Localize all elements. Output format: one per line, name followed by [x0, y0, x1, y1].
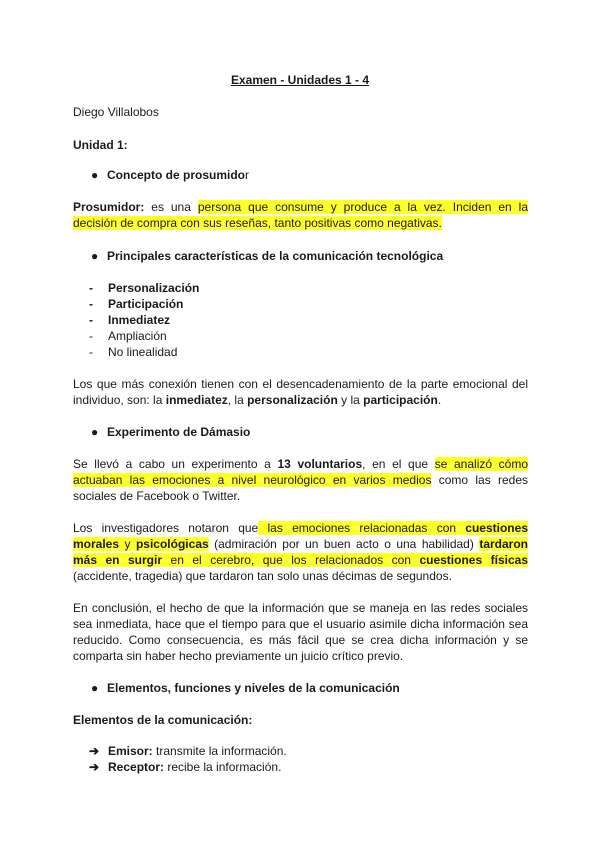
- bullet-experimento: [91, 424, 250, 440]
- list-item: - No linealidad: [89, 344, 199, 360]
- conclusion-paragraph: En conclusión, el hecho de que la información que se maneja en las redes sociales sea inmediata, hace que el tiempo para que el usuario asimile dicha información sea reducido. Como consecuencia, es más fácil que se crea dicha información y se comparta sin haber hecho previamente un juicio crítico previo.: [73, 601, 528, 663]
- bullet-dot-icon: ●: [91, 249, 99, 263]
- investigadores-highlight-bold: cuestiones morales: [73, 521, 528, 551]
- list-item: [89, 759, 287, 775]
- investigadores-highlight-bold: tardaron más en surgir: [73, 537, 529, 567]
- elemento-desc: recibe la información.: [164, 760, 282, 774]
- bullet-dot-icon: ●: [91, 168, 99, 182]
- investigadores-text: (accidente, tragedia) que tardaron tan solo unas décimas de segundos.: [73, 569, 452, 583]
- bullet-prosumidor: [91, 167, 249, 183]
- conexion-bold-participacion: participación: [363, 393, 438, 407]
- list-item: - Personalización: [89, 280, 199, 296]
- bullet-caracteristicas-label: Principales características de la comunicación tecnológica: [107, 249, 444, 263]
- investigadores-highlight-bold: psicológicas: [135, 537, 209, 551]
- list-item: - Ampliación: [89, 328, 199, 344]
- experimento-paragraph: [73, 456, 528, 504]
- bullet-dot-icon: ●: [91, 425, 99, 439]
- caracteristicas-list: [89, 280, 199, 360]
- prosumidor-text: es una: [144, 200, 198, 214]
- experimento-bold: 13 voluntarios: [277, 457, 363, 471]
- investigadores-text: Los investigadores notaron que: [73, 521, 259, 535]
- conexion-bold-inmediatez: inmediatez: [165, 393, 228, 407]
- elementos-heading: Elementos de la comunicación:: [73, 713, 253, 727]
- conexion-text: y la: [337, 393, 364, 407]
- bullet-caracteristicas: [91, 248, 443, 264]
- investigadores-paragraph: [73, 520, 528, 584]
- investigadores-text: (admiración por un buen acto o una habilidad): [208, 537, 480, 551]
- list-item: - Inmediatez: [89, 312, 199, 328]
- experimento-highlight: se analizó cómo actuaban las emociones a nivel neurológico en varios medios: [73, 457, 528, 487]
- investigadores-highlight: en el cerebro, que los relacionados con: [162, 553, 420, 567]
- elemento-term: Emisor:: [108, 744, 153, 758]
- conexion-paragraph: [73, 376, 528, 408]
- elemento-term: Receptor:: [108, 760, 165, 774]
- list-item: - Participación: [89, 296, 199, 312]
- arrow-icon: ➔: [89, 760, 100, 774]
- conexion-bold-personalizacion: personalización: [247, 393, 338, 407]
- bullet-experimento-label: Experimento de Dámasio: [107, 425, 251, 439]
- investigadores-highlight: y: [119, 537, 136, 551]
- bullet-elementos-label: Elementos, funciones y niveles de la comunicación: [107, 681, 400, 695]
- bullet-prosumidor-tail: r: [245, 168, 249, 182]
- arrow-icon: ➔: [89, 744, 100, 758]
- experimento-text: Se llevó a cabo un experimento a: [73, 457, 278, 471]
- unit-heading: Unidad 1:: [73, 138, 128, 152]
- bullet-dot-icon: ●: [91, 681, 99, 695]
- conexion-text: .: [437, 393, 442, 407]
- document-title: Examen - Unidades 1 - 4: [230, 73, 370, 87]
- experimento-text: como las redes sociales de Facebook o Twitter.: [73, 473, 529, 503]
- conexion-text: , la: [227, 393, 248, 407]
- prosumidor-term: Prosumidor:: [73, 200, 145, 214]
- list-item: [89, 743, 287, 759]
- conexion-text: Los que más conexión tienen con el desencadenamiento de la parte emocional del individuo, son: la: [73, 377, 528, 407]
- author-name: Diego Villalobos: [73, 105, 159, 119]
- investigadores-highlight-bold: cuestiones físicas: [419, 553, 528, 567]
- prosumidor-paragraph: [73, 199, 528, 231]
- bullet-prosumidor-label: Concepto de prosumido: [107, 168, 245, 182]
- elemento-desc: transmite la información.: [152, 744, 287, 758]
- elementos-list: [89, 743, 287, 775]
- bullet-elementos: [91, 680, 400, 696]
- prosumidor-highlight: persona que consume y produce a la vez. Inciden en la decisión de compra con sus reseñas, tanto positivas como negativas.: [73, 200, 529, 230]
- investigadores-highlight: las emociones relacionadas con: [258, 521, 466, 535]
- experimento-text: , en el que: [362, 457, 435, 471]
